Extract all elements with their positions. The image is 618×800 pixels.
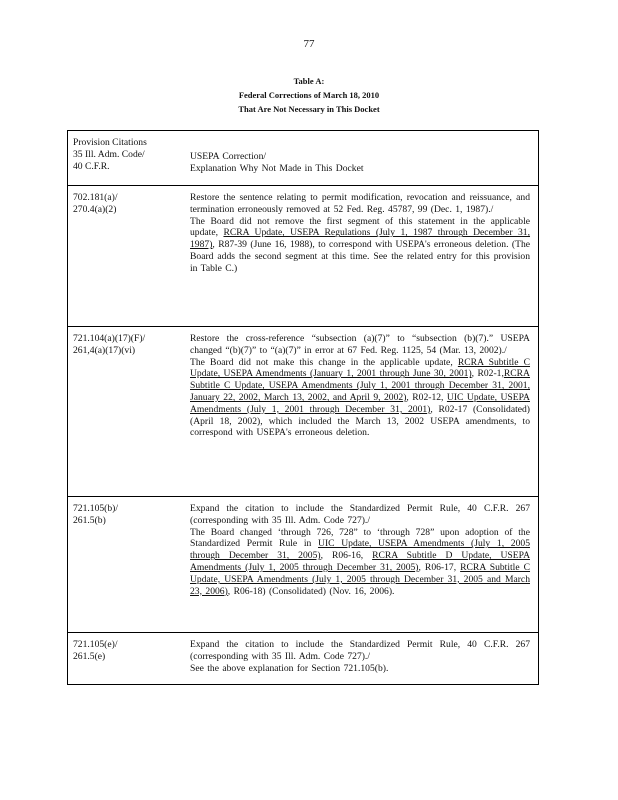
rulemaking-reference: RCRA Subtitle C Update, USEPA Amendments (July 1, 2005 through December 31, 2005 and March 23, 2006) [190,561,531,597]
corrections-table [67,130,539,685]
rulemaking-reference: RCRA Subtitle C Update, USEPA Amendments (January 1, 2001 through June 30, 2001) [190,356,531,380]
table-title-label: Table A: [293,76,325,86]
table-row [68,632,538,684]
table-title-line-2: Federal Corrections of March 18, 2010 [238,90,380,100]
rulemaking-reference: RCRA Subtitle D Update, USEPA Amendments (July 1, 2005 through December 31, 2005) [190,550,530,573]
explanation-text: The Board did not remove the first segment of this statement in the applicable update, RCRA Update, USEPA Regulations (July 1, 1987 through December 31, 1987), R87-39 (June 16, 1988), to correspond with USEPA's erroneous deletion. (The Board adds the second segment at this time. See the related entry for this provision in Table C.) [190,215,531,274]
provision-citation: 702.181(a)/ 270.4(a)(2) [73,192,118,215]
table-row [68,326,538,496]
provision-citation: 721.105(b)/ 261.5(b) [73,503,119,526]
provision-citation: 721.104(a)(17)(F)/ 261,4(a)(17)(vi) [73,333,146,356]
rulemaking-reference: UIC Update, USEPA Amendments (July 1, 2001 through December 31, 2001) [190,391,530,415]
correction-explanation [190,333,530,439]
correction-text: Restore the cross-reference “subsection (a)(7)” to “subsection (b)(7).” USEPA changed “(b)(7)” to “(a)(7)” in error at 67 Fed. Reg. 1125, 54 (Mar. 13, 2002)./ [190,333,530,356]
rulemaking-reference: RCRA Update, USEPA Regulations (July 1, 1987 through December 31, 1987) [190,227,531,251]
correction-explanation [190,503,530,597]
table-row [68,496,538,632]
explanation-text: See the above explanation for Section 721.105(b). [190,662,389,674]
correction-explanation [190,639,530,674]
rulemaking-reference: UIC Update, USEPA Amendments (July 1, 2005 through December 31, 2005) [190,538,530,562]
table-header-row [68,131,538,185]
header-correction: USEPA Correction/ Explanation Why Not Made in This Docket [190,151,364,174]
explanation-text: The Board did not make this change in the applicable update, RCRA Subtitle C Update, USEPA Amendments (January 1, 2001 through June 30, 2001), R02-1,RCRA Subtitle C Update, USEPA Amendments (July 1, 2001 through December 31, 2001, January 22, 2002, March 13, 2002, and April 9, 2002), R02-12, UIC Update, USEPA Amendments (July 1, 2001 through December 31, 2001), R02-17 (Consolidated) (April 18, 2002), which included the March 13, 2002 USEPA amendments, to correspond with USEPA's erroneous deletion. [190,356,531,439]
correction-text: Restore the sentence relating to permit modification, revocation and reissuance, and termination erroneously removed at 52 Fed. Reg. 45787, 99 (Dec. 1, 1987)./ [190,192,530,215]
table-title [0,74,618,116]
correction-explanation [190,192,530,275]
header-citations: Provision Citations 35 Ill. Adm. Code/ 40 C.F.R. [73,137,147,172]
table-row [68,185,538,326]
table-title-line-3: That Are Not Necessary in This Docket [238,104,380,114]
correction-text: Expand the citation to include the Standardized Permit Rule, 40 C.F.R. 267 (corresponding with 35 Ill. Adm. Code 727)./ [190,503,530,526]
page-number: 77 [303,38,315,50]
rulemaking-reference: RCRA Subtitle C Update, USEPA Amendments (July 1, 2001 through December 31, 2001, January 22, 2002, March 13, 2002, and April 9, 2002) [190,368,530,403]
provision-citation: 721.105(e)/ 261.5(e) [73,639,118,662]
correction-text: Expand the citation to include the Standardized Permit Rule, 40 C.F.R. 267 (corresponding with 35 Ill. Adm. Code 727)./ [190,639,530,662]
explanation-text: The Board changed ‘through 726, 728” to ‘through 728” upon adoption of the Standardized Permit Rule in UIC Update, USEPA Amendments (July 1, 2005 through December 31, 2005), R06-16, RCRA Subtitle D Update, USEPA Amendments (July 1, 2005 through December 31, 2005), R06-17, RCRA Subtitle C Update, USEPA Amendments (July 1, 2005 through December 31, 2005 and March 23, 2006), R06-18) (Consolidated) (Nov. 16, 2006). [190,526,531,597]
